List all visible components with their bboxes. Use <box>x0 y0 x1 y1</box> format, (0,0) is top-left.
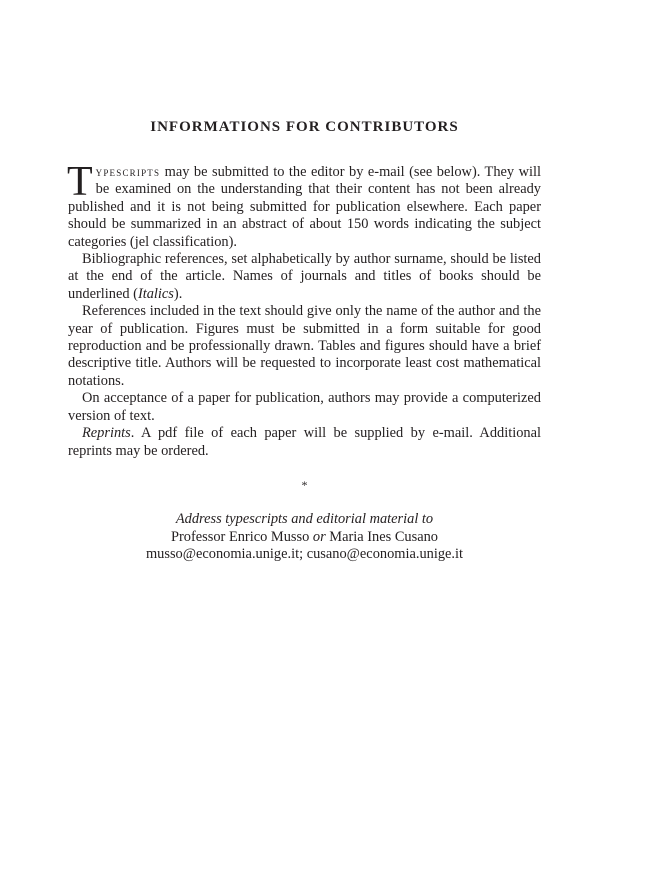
small-caps-word: ypescripts <box>95 164 161 179</box>
paragraph-text: . A pdf file of each paper will be supplied by e-mail. Additional reprints may be ordered. <box>68 425 541 459</box>
paragraph-text: Bibliographic references, set alphabetically by author surname, should be listed at the end of the article. Names of journals and titles of books should be underlined ( <box>68 251 541 302</box>
conjunction: or <box>312 528 326 545</box>
paragraph-text: may be submitted to the editor by e-mail (see below). They will be examined on the understanding that their content has not been already published and it is not being submitted for publication elsewhere. Each paper should be summarized in an abstract of about 150 words indicating the subject categories (jel classification). <box>68 164 541 250</box>
paragraph-end: ). <box>173 285 183 302</box>
paragraph-reprints <box>68 425 541 460</box>
paragraph-text: References included in the text should give only the name of the author and the year of publication. Figures must be submitted in a form suitable for good reproduction and be professionally drawn. Tables and figures should have a brief descriptive title. Authors will be requested to incorporate least cost mathematical notations. <box>68 303 541 389</box>
paragraph-acceptance <box>68 390 541 425</box>
body-text <box>67 159 541 460</box>
page-title: INFORMATIONS FOR CONTRIBUTORS <box>150 119 459 135</box>
italic-text: Reprints <box>82 425 131 442</box>
address-block <box>68 511 541 564</box>
drop-cap: T <box>67 159 93 205</box>
italic-text: Italics <box>137 285 174 302</box>
address-names <box>68 529 541 547</box>
paragraph-citations <box>68 303 541 390</box>
separator-star: * <box>301 478 308 492</box>
editor-name-1: Professor Enrico Musso <box>170 528 313 545</box>
address-intro: Address typescripts and editorial material to <box>175 511 434 527</box>
paragraph-typescripts <box>67 159 541 251</box>
paragraph-references <box>68 251 541 303</box>
editor-name-2: Maria Ines Cusano <box>325 528 438 545</box>
paragraph-text: On acceptance of a paper for publication, authors may provide a computerized version of text. <box>68 390 541 424</box>
email-addresses: musso@economia.unige.it; cusano@economia.unige.it <box>145 546 464 563</box>
